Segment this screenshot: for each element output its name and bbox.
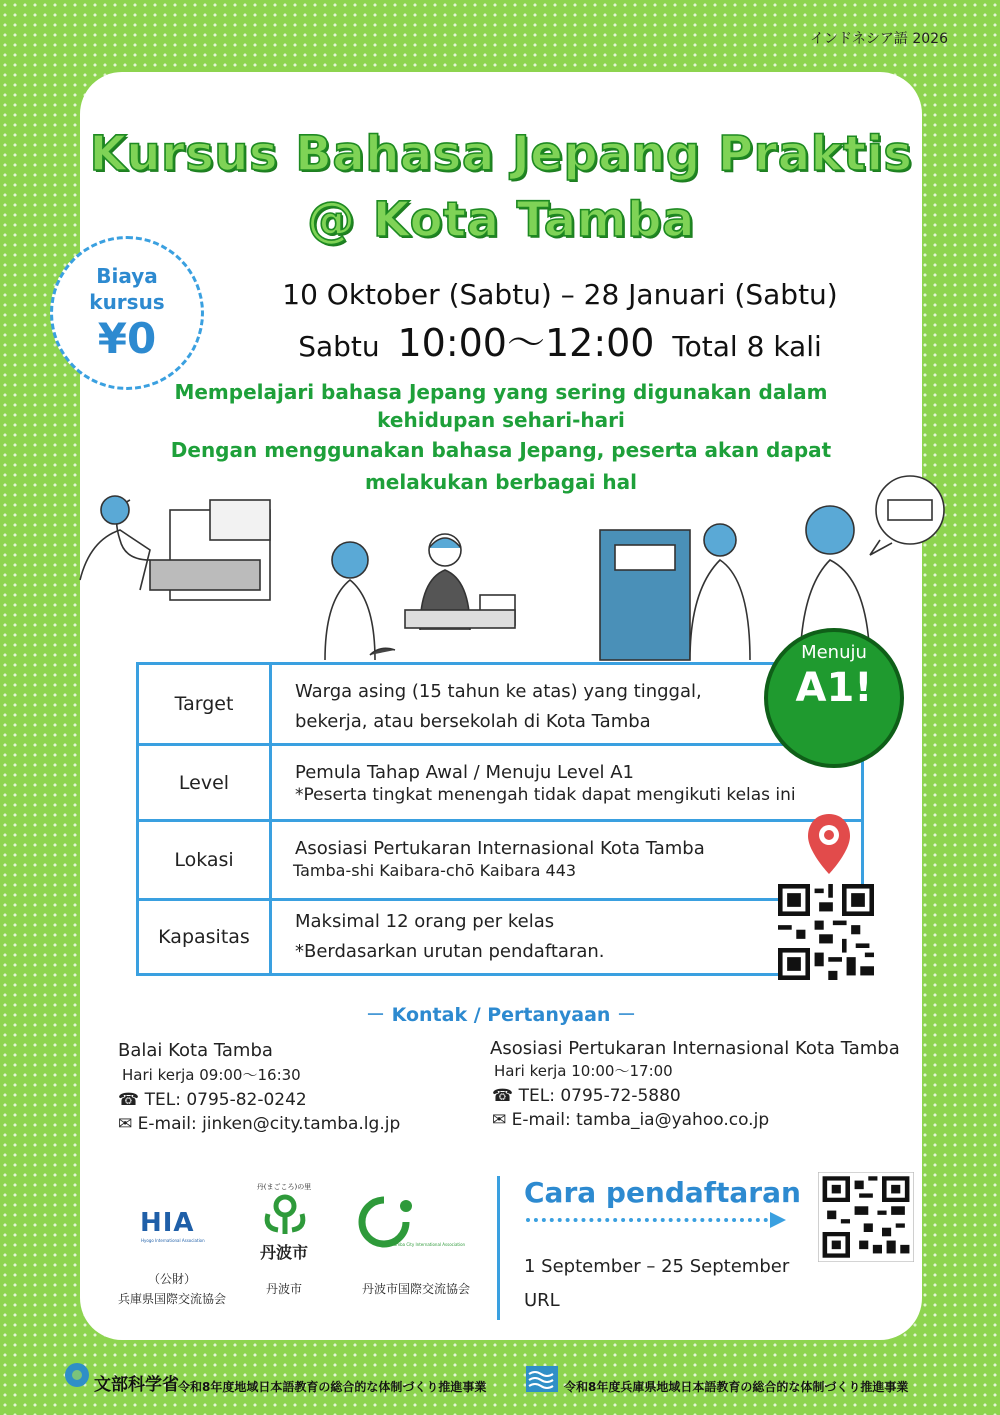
hia-caption-line1: （公財） — [147, 1272, 196, 1286]
a1-badge-main: A1! — [795, 665, 873, 711]
registration-title: Cara pendaftaran — [524, 1176, 801, 1209]
table-row — [139, 822, 861, 901]
location-qr-code[interactable] — [778, 884, 874, 980]
course-time-line — [200, 312, 920, 367]
row-label: Level — [139, 746, 272, 819]
row-value-line2: *Peserta tingkat menengah tidak dapat mengikuti kelas ini — [295, 785, 796, 805]
footer-text-2: 令和8年度兵庫県地域日本語教育の総合的な体制づくり推進事業 — [564, 1380, 909, 1394]
description-line2: kehidupan sehari-hari — [377, 408, 625, 432]
tcia-logo-icon — [354, 1194, 414, 1248]
table-row — [139, 901, 861, 973]
contact-left-name: Balai Kota Tamba — [118, 1040, 273, 1061]
mext-emblem-icon — [62, 1360, 92, 1390]
contact-left-tel-row — [118, 1090, 307, 1110]
description-line3: Dengan menggunakan bahasa Jepang, peserta akan dapat — [170, 438, 832, 462]
description-line4: melakukan berbagai hal — [364, 470, 638, 494]
page-title-line1: Kursus Bahasa Jepang Praktis — [89, 126, 913, 182]
mail-icon: ✉ — [118, 1114, 133, 1134]
tamba-logo-top: 丹(まごころ)の里 — [256, 1183, 312, 1191]
registration-period: 1 September – 25 September — [524, 1256, 790, 1277]
contact-left-email[interactable]: E-mail: jinken@city.tamba.lg.jp — [137, 1114, 401, 1134]
tcia-caption: 丹波市国際交流協会 — [361, 1282, 470, 1296]
a1-goal-badge — [764, 628, 904, 768]
contact-heading: － Kontak / Pertanyaan － — [365, 1004, 637, 1026]
contact-left-tel[interactable]: TEL: 0795-82-0242 — [144, 1090, 307, 1110]
map-pin-icon — [806, 812, 852, 876]
fee-label-line2: kursus — [89, 290, 165, 314]
mail-icon: ✉ — [492, 1110, 507, 1130]
contact-right-tel[interactable]: TEL: 0795-72-5880 — [518, 1086, 681, 1106]
a1-badge-top: Menuju — [801, 642, 867, 663]
page-title-line2: @ Kota Tamba — [307, 192, 695, 248]
hyogo-waves-icon — [526, 1366, 558, 1392]
course-dates: 10 Oktober (Sabtu) – 28 Januari (Sabtu) — [282, 278, 838, 311]
row-value-line2: Tamba-shi Kaibara-chō Kaibara 443 — [293, 861, 577, 880]
contact-right-email[interactable]: E-mail: tamba_ia@yahoo.co.jp — [511, 1110, 770, 1130]
hia-logo-subtitle: Hyogo International Association — [141, 1238, 205, 1243]
course-day: Sabtu — [298, 330, 380, 363]
tcia-logo-subtitle: Tamba City International Association — [392, 1242, 466, 1247]
course-total: Total 8 kali — [672, 330, 822, 363]
table-row — [139, 746, 861, 822]
row-value-line2: bekerja, atau bersekolah di Kota Tamba — [295, 711, 651, 732]
mext-logo-text: 文部科学省 — [94, 1375, 179, 1395]
contact-right-email-row — [492, 1110, 769, 1130]
table-row — [139, 665, 861, 746]
info-table — [136, 662, 864, 976]
hia-logo: HIA — [140, 1208, 195, 1238]
phone-icon: ☎ — [118, 1090, 140, 1110]
language-tag: インドネシア語 2026 — [810, 31, 948, 47]
fee-badge — [50, 236, 204, 390]
tamba-city-caption: 丹波市 — [265, 1282, 302, 1296]
footer-text-1: 令和8年度地域日本語教育の総合的な体制づくり推進事業 — [178, 1380, 487, 1394]
contact-left-hours: Hari kerja 09:00～16:30 — [122, 1066, 301, 1084]
registration-qr-code[interactable] — [818, 1172, 914, 1262]
row-value-line1: Pemula Tahap Awal / Menuju Level A1 — [295, 762, 635, 783]
phone-icon: ☎ — [492, 1086, 514, 1106]
row-value-line1: Asosiasi Pertukaran Internasional Kota Tamba — [295, 838, 705, 859]
hia-caption-line2: 兵庫県国際交流協会 — [117, 1292, 226, 1306]
tamba-city-logo-text: 丹波市 — [259, 1243, 308, 1262]
contact-left-email-row — [118, 1114, 400, 1134]
arrow-right-icon — [770, 1212, 786, 1228]
tamba-city-logo-icon — [258, 1194, 312, 1238]
row-label: Lokasi — [139, 822, 272, 898]
contact-right-tel-row — [492, 1086, 681, 1106]
contact-right-hours: Hari kerja 10:00～17:00 — [494, 1062, 673, 1080]
registration-divider — [497, 1176, 500, 1320]
registration-arrow — [526, 1218, 776, 1222]
row-label: Target — [139, 665, 272, 743]
fee-price: ¥0 — [97, 314, 157, 363]
fee-label-line1: Biaya — [96, 264, 158, 288]
row-label: Kapasitas — [139, 901, 272, 973]
course-time: 10:00～12:00 — [397, 321, 655, 365]
description-line1: Mempelajari bahasa Jepang yang sering digunakan dalam — [174, 380, 828, 404]
registration-url-label: URL — [524, 1290, 560, 1311]
row-value-line1: Maksimal 12 orang per kelas — [295, 911, 555, 932]
row-value-line2: *Berdasarkan urutan pendaftaran. — [295, 941, 605, 962]
contact-right-name: Asosiasi Pertukaran Internasional Kota Tamba — [490, 1038, 900, 1059]
row-value-line1: Warga asing (15 tahun ke atas) yang tinggal, — [295, 681, 702, 702]
